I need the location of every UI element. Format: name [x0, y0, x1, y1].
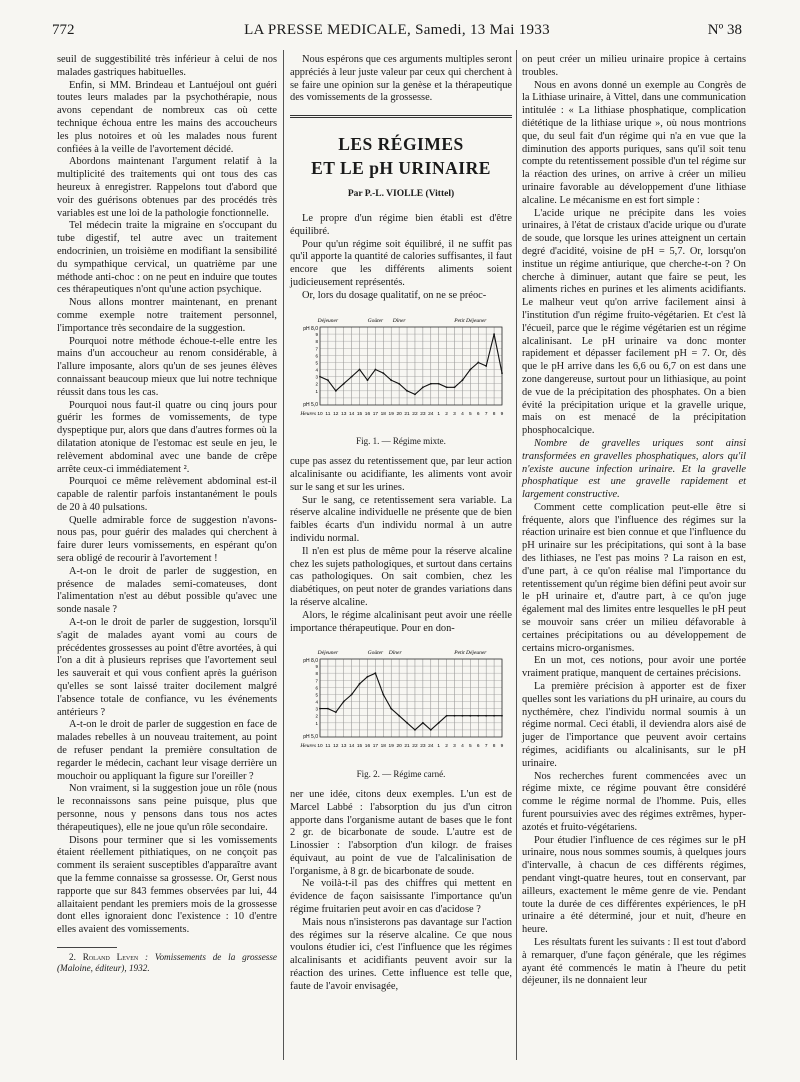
data-point	[501, 372, 503, 374]
paragraph: Nous espérons que ces arguments multiples seront appréciés à leur juste valeur par ceux qui cherchent à se faire une opinion sur la genèse et la thérapeutique des vomissements de la grossesse.	[290, 54, 512, 104]
paragraph: seuil de suggestibilité très inférieur à celui de nos malades gastriques habituelles.	[57, 54, 277, 78]
figure-2-caption: Fig. 2. — Régime carné.	[356, 769, 446, 780]
x-tick-label: 12	[333, 744, 339, 750]
x-tick-label: 15	[356, 411, 363, 417]
x-tick-label: 7	[484, 411, 488, 417]
x-tick-label: 20	[396, 744, 402, 750]
data-point	[382, 694, 384, 696]
y-tick-label: 8	[315, 338, 318, 344]
data-point	[327, 708, 329, 710]
x-axis-title: Heures	[300, 743, 316, 750]
data-point	[319, 375, 321, 377]
data-point	[406, 389, 408, 391]
x-tick-label: 20	[396, 411, 402, 417]
x-tick-label: 22	[412, 744, 418, 750]
ph-chart-mixed-diet	[290, 309, 512, 427]
data-point	[359, 683, 361, 685]
y-tick-label: 3	[315, 706, 318, 712]
x-tick-label: 9	[500, 411, 504, 417]
data-point	[438, 382, 440, 384]
ph-chart-meat-diet	[290, 641, 512, 759]
y-tick-label: 4	[315, 699, 318, 705]
y-axis-top-label: pH 8,0	[303, 658, 318, 665]
x-tick-label: 8	[492, 411, 496, 417]
paragraph: L'acide urique ne précipite dans les voies urinaires, à l'état de cristaux d'acide urique ou d'urate de soude, que lorsque les urines atteignent un certain degré d'acidité, voisine de pH = 5,7. Or, lorsqu'on institue un régime antiurique, que cherche-t-on ? On cherche à diminuer, autant que faire se peut, les aliments riches en purines et les aliments acidifiants. Le malheur veut qu'on arrive facilement ainsi à l'institution d'un régime fruito-végétarien. Et c'est là l'écueil, parce que le régime végétarien est un régime alcalinisant. Le pH urinaire va donc monter rapidement et dépasser facilement pH = 7. Or, dès que le pH arrive dans les 6,6 ou 6,7 on est dans une zone dangereuse, surtout pour un lithiasique, au point de vue de la précipitation des phosphates. On a bien évité la précipitation urique et la gravelle urique, mais on est menacé de la précipitation phosphocalcique.	[522, 207, 746, 437]
y-axis-bottom-label: pH 5,0	[303, 401, 318, 408]
x-tick-label: 24	[428, 411, 434, 417]
data-point	[406, 722, 408, 724]
paragraph: Pourquoi nous faut-il quatre ou cinq jours pour guérir les formes de vomissements, de type dyspeptique pur, alors que dans d'autres formes où la dilatation atonique de l'estomac est seule en jeu, le relèvement abdominal avec une bande de crêpe arrête ceux-ci immédiatement ².	[57, 399, 277, 475]
x-tick-label: 1	[437, 411, 441, 417]
data-point	[446, 715, 448, 717]
x-tick-label: 24	[428, 744, 434, 750]
y-tick-label: 5	[315, 692, 318, 698]
data-point	[462, 715, 464, 717]
article-author: Par P.-L. VIOLLE (Vittel)	[347, 189, 455, 200]
x-tick-label: 10	[317, 744, 323, 750]
y-tick-label: 7	[315, 678, 318, 684]
paragraph: Pourquoi notre méthode échoue-t-elle entre les mains d'un accoucheur au renom considérable, à l'allure imposante, alors qu'un de ses jeunes élèves connaissant beaucoup mieux que lui notre technique réussit dans tous les cas.	[57, 335, 277, 398]
journal-title: LA PRESSE MEDICALE, Samedi, 13 Mai 1933	[244, 22, 550, 38]
paragraph: Sur le sang, ce retentissement sera variable. La réserve alcaline individuelle ne présente que de bien faibles écarts d'un individu normal à un autre individu normal.	[290, 494, 512, 544]
meal-label: Déjeuner	[317, 650, 339, 657]
footnote-text: : Vomissements de la grossesse (Maloine, éditeur), 1932.	[57, 951, 277, 974]
data-point	[454, 386, 456, 388]
data-point	[398, 715, 400, 717]
x-tick-label: 14	[348, 411, 355, 417]
data-point	[414, 729, 416, 731]
x-tick-label: 10	[317, 411, 323, 417]
data-point	[477, 715, 479, 717]
data-point	[430, 729, 432, 731]
data-point	[469, 715, 471, 717]
article-title-line-1: LES RÉGIMES	[338, 134, 464, 155]
paragraph: Disons pour terminer que si les vomissements étaient réellement pithiatiques, on ne conçoit pas comment ils seraient susceptibles d'apparaître avant que la femme connaisse sa grossesse. Or, Gerst nous rapporte que sur 843 femmes observées par lui, 44 allaitaient pendant les premiers mois de la grossesse dont elles ignoraient donc l'existence : 10 d'entre elles avaient des vomissements.	[57, 834, 277, 936]
x-tick-label: 13	[341, 411, 347, 417]
paragraph: Alors, le régime alcalinisant peut avoir une réelle importance thérapeutique. Pour en don-	[290, 609, 512, 634]
article-heading	[290, 115, 512, 201]
paragraph: Nombre de gravelles uriques sont ainsi transformées en gravelles phosphatiques, alors qu'il n'existe aucune infection urinaire. Et la gravelle phosphatique est une gravelle rapidement et largement constructive.	[522, 437, 746, 501]
data-point	[493, 715, 495, 717]
paragraph: Nous en avons donné un exemple au Congrès de la Lithiase urinaire, à Vittel, dans une communication intitulée : « La lithiase phosphatique, complication diététique de la lithiase urique », où nous montrions que, du seul fait d'un régime qui n'a en vue que la diminution des apports puriques, sans qu'il soit tenu compte du retentissement possible d'un tel régime sur la réaction des urines, on arrive à créer un milieu urinaire favorable au développement d'une lithiase alcaline. Le mécanisme en est fort simple :	[522, 79, 746, 206]
x-tick-label: 6	[476, 411, 480, 417]
column-2	[290, 54, 512, 994]
x-tick-label: 3	[453, 744, 456, 750]
y-tick-label: 5	[315, 360, 318, 366]
page-number: 772	[52, 22, 75, 38]
paragraph: ner une idée, citons deux exemples. L'un est de Marcel Labbé : l'absorption du jus d'un citron apporte dans l'organisme autant de bases que le font 2 gr. de bicarbonate de soude. L'autre est de Linossier : l'absorption d'un kilogr. de fraises équivaut, au point de vue de l'alcalinisation de l'organisme, à 8 gr. de bicarbonate de soude.	[290, 788, 512, 877]
paragraph: on peut créer un milieu urinaire propice à certains troubles.	[522, 54, 746, 78]
x-tick-label: 12	[333, 411, 339, 417]
data-point	[414, 393, 416, 395]
data-point	[454, 715, 456, 717]
y-axis-bottom-label: pH 5,0	[303, 734, 318, 741]
article-title-line-2: ET LE pH URINAIRE	[311, 158, 491, 179]
x-tick-label: 5	[469, 411, 472, 417]
x-tick-label: 7	[484, 744, 488, 750]
x-tick-label: 19	[388, 744, 394, 750]
column-1	[57, 54, 277, 975]
x-tick-label: 17	[372, 411, 379, 417]
meal-label: Petit Déjeuner	[454, 317, 487, 324]
paragraph: Mais nous n'insisterons pas davantage sur l'action des régimes sur la réserve alcaline. Ce que nous voulons étudier ici, c'est l'influence que les régimes alcalinisants et acidifiants peuvent avoir sur la réaction des urines. Cette influence est telle que, faute de l'avoir envisagée,	[290, 916, 512, 992]
data-point	[422, 722, 424, 724]
x-tick-label: 17	[372, 744, 379, 750]
page-header	[52, 22, 742, 40]
data-point	[501, 715, 503, 717]
paragraph: Ne voilà-t-il pas des chiffres qui mettent en évidence de façon saisissante l'importance qu'un régime fruitarien peut avoir en cas d'acidose ?	[290, 878, 512, 916]
data-point	[335, 712, 337, 714]
meal-label: Dîner	[388, 650, 402, 657]
data-point	[469, 368, 471, 370]
data-point	[477, 361, 479, 363]
data-point	[446, 386, 448, 388]
x-tick-label: 6	[476, 744, 480, 750]
paragraph: A-t-on le droit de parler de suggestion en face de malades rebelles à un nouveau traitement, au point de refuser pendant la première consultation de regarder le médecin, cachant leur visage derrière un mouchoir ou appliquant la figure sur l'oreiller ?	[57, 719, 277, 782]
paragraph: Le propre d'un régime bien établi est d'être équilibré.	[290, 212, 512, 237]
y-tick-label: 4	[315, 367, 318, 373]
series-line	[320, 334, 502, 394]
y-tick-label: 6	[315, 685, 318, 691]
column-3	[522, 54, 746, 988]
data-point	[343, 382, 345, 384]
data-point	[367, 676, 369, 678]
issue-number: Nº 38	[707, 22, 742, 38]
data-point	[422, 386, 424, 388]
x-tick-label: 14	[348, 744, 355, 750]
y-tick-label: 9	[315, 331, 318, 337]
y-axis-top-label: pH 8,0	[303, 325, 318, 332]
x-tick-label: 16	[364, 411, 371, 417]
x-tick-label: 9	[500, 744, 504, 750]
footnote-rule	[57, 947, 117, 948]
paragraph: Enfin, si MM. Brindeau et Lantuéjoul ont guéri toutes leurs malades par la psychothérapie, nous avons cependant de nombreux cas où cette technique échoua entre les mains des accoucheurs les plus notoires et où les malades nous furent confiées à la veille de l'avortement décidé.	[57, 79, 277, 155]
paragraph: Tel médecin traite la migraine en s'occupant du tube digestif, tel autre avec un traitement endocrinien, un troisième en modifiant la sensibilité du sympathique cervical, un quatrième par une méthode anti-choc : on ne peut en induire que toutes ces thérapeutiques n'ont qu'une action psychique.	[57, 220, 277, 296]
data-point	[462, 379, 464, 381]
y-tick-label: 1	[315, 721, 318, 727]
data-point	[335, 389, 337, 391]
paragraph: Pour étudier l'influence de ces régimes sur le pH urinaire, nous nous sommes soumis, à quelques jours d'intervalle, à chacun de ces différents régimes, pendant vingt-quatre heures, tout en conservant, par ailleurs, exactement le même genre de vie. Pendant toute la durée de ces différentes expériences, le pH urinaire a été déterminé, jour et nuit, d'heure en heure.	[522, 834, 746, 936]
y-tick-label: 7	[315, 345, 318, 351]
meal-label: Goûter	[367, 317, 384, 324]
paragraph: La première précision à apporter est de fixer quelles sont les variations du pH urinaire, au cours du nycthémère, chez l'individu normal soumis à un régime normal. Ceci établi, il deviendra alors aisé de juger de l'importance que peuvent avoir certains régimes, acidifiants ou alcalinisants, sur le pH urinaire.	[522, 681, 746, 769]
paragraph: Nos recherches furent commencées avec un régime mixte, ce régime pouvant être considéré comme le régime normal de l'homme. Puis, elles furent poursuivies avec des régimes extrêmes, hyper-azotés et fruito-végétariens.	[522, 770, 746, 833]
x-tick-label: 2	[445, 744, 448, 750]
data-point	[493, 333, 495, 335]
data-point	[398, 382, 400, 384]
x-tick-label: 8	[492, 744, 496, 750]
paragraph: Abordons maintenant l'argument relatif à la multiplicité des traitements qui ont tous des cas heureux à enregistrer. Rappelons tout d'abord que voir des guérisons obtenues par des procédés très variables est une loi de la pathologie fonctionnelle.	[57, 156, 277, 219]
figure-1	[290, 309, 512, 432]
figure-1-caption: Fig. 1. — Régime mixte.	[356, 436, 446, 447]
data-point	[319, 708, 321, 710]
paragraph: Non vraiment, si la suggestion joue un rôle (nous le reconnaissons sans peine puisque, plus que personne, nous y pensons dans tous nos actes thérapeutiques), elle ne joue qu'un rôle secondaire.	[57, 783, 277, 833]
y-tick-label: 6	[315, 352, 318, 358]
x-tick-label: 21	[404, 744, 410, 750]
data-point	[430, 382, 432, 384]
x-tick-label: 18	[380, 411, 386, 417]
x-tick-label: 5	[469, 744, 472, 750]
data-point	[351, 694, 353, 696]
data-point	[359, 368, 361, 370]
paragraph: Comment cette complication peut-elle être si fréquente, alors que l'influence des régimes sur la réaction urinaire est bien connue et que l'influence du pH urinaire sur les précipitations, qui sont à la base des lithiases, ne l'est pas moins ? La raison en est, d'une part, à ce qu'on réalise mal l'importance du retentissement qu'un régime bien défini peut avoir sur le pH urinaire et, d'autre part, à ce qu'on juge également mal des limites entre lesquelles le pH peut se mouvoir sans créer un milieu défavorable à certaines précipitations ou au développement de certains micro-organismes.	[522, 501, 746, 654]
x-tick-label: 22	[412, 411, 418, 417]
paragraph: Pourquoi ce même relèvement abdominal est-il capable de ralentir parfois instantanément le pouls de 20 à 40 pulsations.	[57, 476, 277, 513]
x-tick-label: 23	[420, 744, 426, 750]
paragraph: cupe pas assez du retentissement que, par leur action alcalinisante ou acidifiante, les aliments vont avoir sur le sang et sur les urines.	[290, 456, 512, 493]
footnote-author: 2. Roland Leven	[69, 951, 139, 962]
data-point	[374, 673, 376, 675]
y-tick-label: 2	[315, 714, 318, 720]
data-point	[485, 365, 487, 367]
x-tick-label: 11	[325, 744, 331, 750]
paragraph: Pour qu'un régime soit équilibré, il ne suffit pas qu'il apporte la quantité de calories suffisantes, il faut encore que les différents aliments soient judicieusement représentés.	[290, 238, 512, 288]
y-tick-label: 2	[315, 381, 318, 387]
paragraph: Il n'en est plus de même pour la réserve alcaline chez les sujets pathologiques, et surtout dans certains cas pathologiques. On sait combien, chez les diabétiques, on peut noter de grandes variations dans la réserve alcaline.	[290, 545, 512, 608]
column-divider	[516, 50, 517, 1060]
data-point	[438, 722, 440, 724]
y-tick-label: 9	[315, 664, 318, 670]
y-tick-label: 8	[315, 671, 318, 677]
paragraph: A-t-on le droit de parler de suggestion, lorsqu'il s'agit de malades ayant vomi au cours de précédentes grossesses au point d'être avortées, à qui l'on a dit à plusieurs reprises que l'avortement seul les sauverait et qui vous confient après la guérison qu'elles se sont laissé traiter docilement malgré l'absence totale de confiance, vu les événements antérieurs ?	[57, 617, 277, 718]
paragraph: Quelle admirable force de suggestion n'avons-nous pas, pour guérir des malades qui cherchent à faire durer leurs vomissements, en espérant qu'on sera obligé de recourir à l'avortement !	[57, 514, 277, 565]
paragraph: Nous allons montrer maintenant, en prenant comme exemple notre traitement personnel, l'importance très secondaire de la suggestion.	[57, 297, 277, 334]
paragraph: Or, lors du dosage qualitatif, on ne se préoc-	[302, 289, 487, 301]
figure-2	[290, 641, 512, 764]
x-tick-label: 4	[461, 744, 464, 750]
x-tick-label: 19	[388, 411, 394, 417]
data-point	[390, 379, 392, 381]
x-tick-label: 23	[420, 411, 426, 417]
paragraph: Les résultats furent les suivants : Il est tout d'abord à remarquer, d'une façon générale, que les régimes ayant été commencés le matin à l'heure du petit déjeuner, ils ne donnaient leur	[522, 936, 746, 987]
data-point	[367, 379, 369, 381]
x-tick-label: 4	[461, 411, 464, 417]
data-point	[343, 701, 345, 703]
x-tick-label: 15	[356, 744, 363, 750]
x-tick-label: 1	[437, 744, 441, 750]
y-tick-label: 3	[315, 374, 318, 380]
x-tick-label: 21	[404, 411, 410, 417]
x-axis-title: Heures	[300, 410, 316, 417]
column-divider	[283, 50, 284, 1060]
meal-label: Petit Déjeuner	[454, 650, 487, 657]
data-point	[351, 375, 353, 377]
meal-label: Dîner	[392, 317, 406, 324]
x-tick-label: 16	[364, 744, 371, 750]
paragraph: A-t-on le droit de parler de suggestion, en présence de malades semi-comateuses, dont l'alimentation n'est au début possible qu'avec une sonde nasale ?	[57, 565, 277, 616]
x-tick-label: 18	[380, 744, 386, 750]
data-point	[327, 379, 329, 381]
x-tick-label: 13	[341, 744, 347, 750]
x-tick-label: 2	[445, 411, 448, 417]
x-tick-label: 11	[325, 411, 331, 417]
x-tick-label: 3	[453, 411, 456, 417]
footnote	[57, 952, 277, 975]
meal-label: Goûter	[367, 650, 384, 657]
data-point	[382, 372, 384, 374]
y-tick-label: 1	[315, 388, 318, 394]
data-point	[390, 708, 392, 710]
meal-label: Déjeuner	[317, 317, 339, 324]
data-point	[485, 715, 487, 717]
data-point	[374, 368, 376, 370]
paragraph: En un mot, ces notions, pour avoir une portée vraiment pratique, manquent de certaines précisions.	[522, 655, 746, 680]
